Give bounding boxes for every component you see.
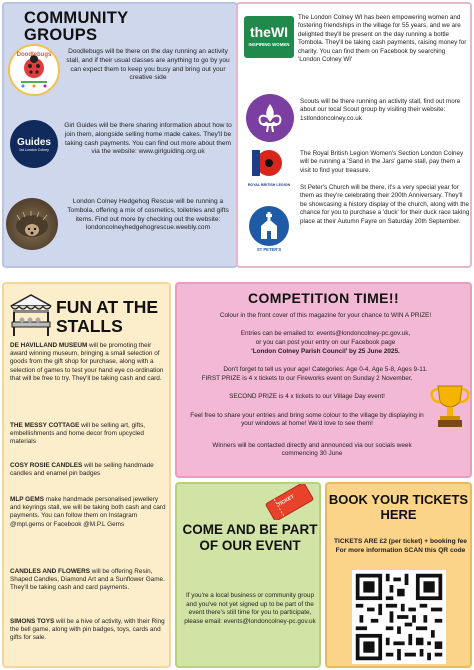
stpeters-logo-text: ST PETER'S — [256, 247, 282, 252]
wi-logo-sub: INSPIRING WOMEN — [248, 42, 290, 47]
legion-logo-text: ROYAL BRITISH LEGION — [247, 183, 291, 187]
cosy-name: COSY ROSIE CANDLES — [10, 462, 83, 469]
scouts-text: Scouts will be there running an activity stall, find out more about our local Scout group by visiting their website: 1stlondoncolney.co.uk — [300, 98, 461, 122]
hedgehog-icon — [12, 208, 52, 240]
competition-heading: COMPETITION TIME!! — [247, 290, 400, 306]
mlp-entry — [10, 496, 166, 529]
messy-text: will be selling art, gifts, embellishments and home decor from upcycled materials — [10, 422, 146, 446]
tickets-text: TICKETS ARE £2 (per ticket) + booking fee For more information SCAN this QR code — [334, 538, 467, 554]
simons-entry — [10, 618, 166, 643]
ticket-label: TICKET — [276, 493, 296, 509]
candles-entry — [10, 568, 166, 593]
tickets-heading: BOOK YOUR TICKETS HERE — [328, 492, 469, 522]
simons-name: SIMONS TOYS — [10, 618, 55, 625]
stpeters-text: St Peter's Church will be there, it's a very special year for them as they're celebrating their 200th Anniversary. They'll be showcasing a history display of the church, along with the chance for you to purchase a 'duck' for their duck race taking place at their Autumn Fayre on Saturday 20th September. — [300, 184, 470, 225]
competition-line-1: Colour in the front cover of this magazine for your chance to WIN A PRIZE! — [219, 312, 432, 319]
mlp-text: make handmade personalised jewellery and keyrings stall, we will be taking both cash and card payments. You can follow them on Instagram @mpl.gems or Facebook @M.P.L Gems — [10, 496, 166, 528]
stpeters-logo — [244, 206, 294, 256]
fleur-de-lis-icon — [255, 102, 285, 134]
wi-logo-main: theWI — [249, 24, 289, 40]
messy-entry — [10, 422, 166, 447]
guides-logo-sub: 1st London Colney — [19, 147, 49, 152]
cosy-entry — [10, 462, 166, 478]
doodlebugs-logo — [8, 44, 60, 96]
hedgehog-photo — [6, 198, 58, 250]
poppy-icon — [252, 148, 286, 178]
stalls-heading-line-2: STALLS — [56, 316, 123, 336]
dehavilland-text: will be promoting their award winning museum, bringing a small selection of goods from the gift shop for purchase, along with a selection of games to test your hand eye co-ordination that will be free to try. They'll be taking cash and card. — [10, 342, 164, 382]
tickets-panel — [325, 482, 472, 668]
competition-line-4: 'London Colney Parish Council' by 25 June 2025. — [251, 348, 400, 355]
competition-line-7: SECOND PRIZE is 4 x tickets to our Village Day event! — [229, 393, 385, 400]
candles-name: CANDLES AND FLOWERS — [10, 568, 90, 575]
qr-code-icon[interactable] — [349, 570, 449, 664]
competition-line-6: FIRST PRIZE is 4 x tickets to our Fireworks event on Sunday 2 November, — [201, 375, 413, 382]
trophy-icon — [429, 382, 471, 430]
hedgehog-text: London Colney Hedgehog Rescue will be running a Tombola, offering a mix of cosmetics, toiletries and gifts items. Find out more by checking out the website: londoncolneyhedgehogrescue.weebly.com — [67, 198, 229, 232]
guides-text: Girl Guides will be there sharing information about how to join them, alongside selling home made cakes. They'll be taking cash payments. You can find out more about them via the website: www.girlguiding.org.uk — [64, 122, 232, 156]
heading-line-1: COMMUNITY — [24, 9, 129, 27]
local-groups-panel — [236, 2, 472, 268]
messy-name: THE MESSY COTTAGE — [10, 422, 80, 429]
dehavilland-name: DE HAVILLAND MUSEUM — [10, 342, 88, 349]
doodlebugs-text: Doodlebugs will be there on the day running an activity stall, and if their usual classes are anything to go by you can expect them to keep you busy and bring out your creative side — [66, 48, 230, 82]
community-groups-panel — [2, 2, 238, 268]
competition-line-9: Winners will be contacted directly and announced via our socials week commencing 30 June — [212, 442, 412, 458]
stalls-heading — [56, 298, 158, 336]
legion-logo — [244, 148, 294, 194]
event-heading: COME AND BE PART OF OUR EVENT — [182, 522, 318, 553]
legion-text: The Royal British Legion Women's Section London Colney will be running a 'Sand in the Jars' game stall, pay them a visit to find your treasure. — [300, 150, 464, 174]
event-text: If you're a local business or community group and you've not yet signed up to be part of the event there's still time for you to participate, please email: events@londoncolney-pc.gov.uk — [184, 592, 316, 625]
wi-text: The London Colney WI has been empowering women and fostering friendships in the village for 55 years, and we are delighted they'll be present on the day running a bottle Tombola. They'll be taking cash payments, raising money for charity. You can find them on Facebook by searching 'London Colney WI' — [298, 14, 467, 64]
competition-line-2: Entries can be emailed to: events@londoncolney-pc.gov.uk, — [240, 330, 411, 337]
competition-line-8: Feel free to share your entries and bring some colour to the village by displaying in your windows at home! We'd love to see them! — [190, 412, 424, 428]
guides-logo — [10, 120, 58, 168]
competition-panel — [175, 282, 472, 478]
simons-text: will be a hive of activity, with their Ring the bell game, along with pin badges, toys, cards and gifts for sale. — [10, 618, 165, 642]
doodlebugs-logo-text: Doodlebugs — [16, 52, 52, 58]
heading-line-2: GROUPS — [24, 26, 98, 44]
scouts-logo — [246, 94, 294, 142]
community-groups-heading — [24, 10, 128, 44]
mlp-name: MLP GEMS — [10, 496, 44, 503]
market-stall-icon — [8, 292, 54, 338]
church-icon — [257, 212, 281, 240]
competition-line-3: or you can post your entry on our Facebook page — [255, 339, 396, 346]
cosy-text: will be selling handmade candles and enamel pin badges — [10, 462, 154, 478]
candles-text: will be offering Resin, Shaped Candles, Diamond Art and a Sunflower Game. They'll be taking cash and card payments. — [10, 568, 165, 592]
guides-logo-text: Guides — [17, 136, 51, 148]
stalls-panel — [2, 282, 171, 668]
stalls-heading-line-1: FUN AT THE — [56, 297, 159, 317]
competition-line-5: Don't forget to tell us your age! Categories: Age 0-4, Age 5-8, Ages 9-11. — [223, 366, 428, 373]
dehavilland-entry — [10, 342, 166, 383]
event-panel — [175, 482, 321, 668]
